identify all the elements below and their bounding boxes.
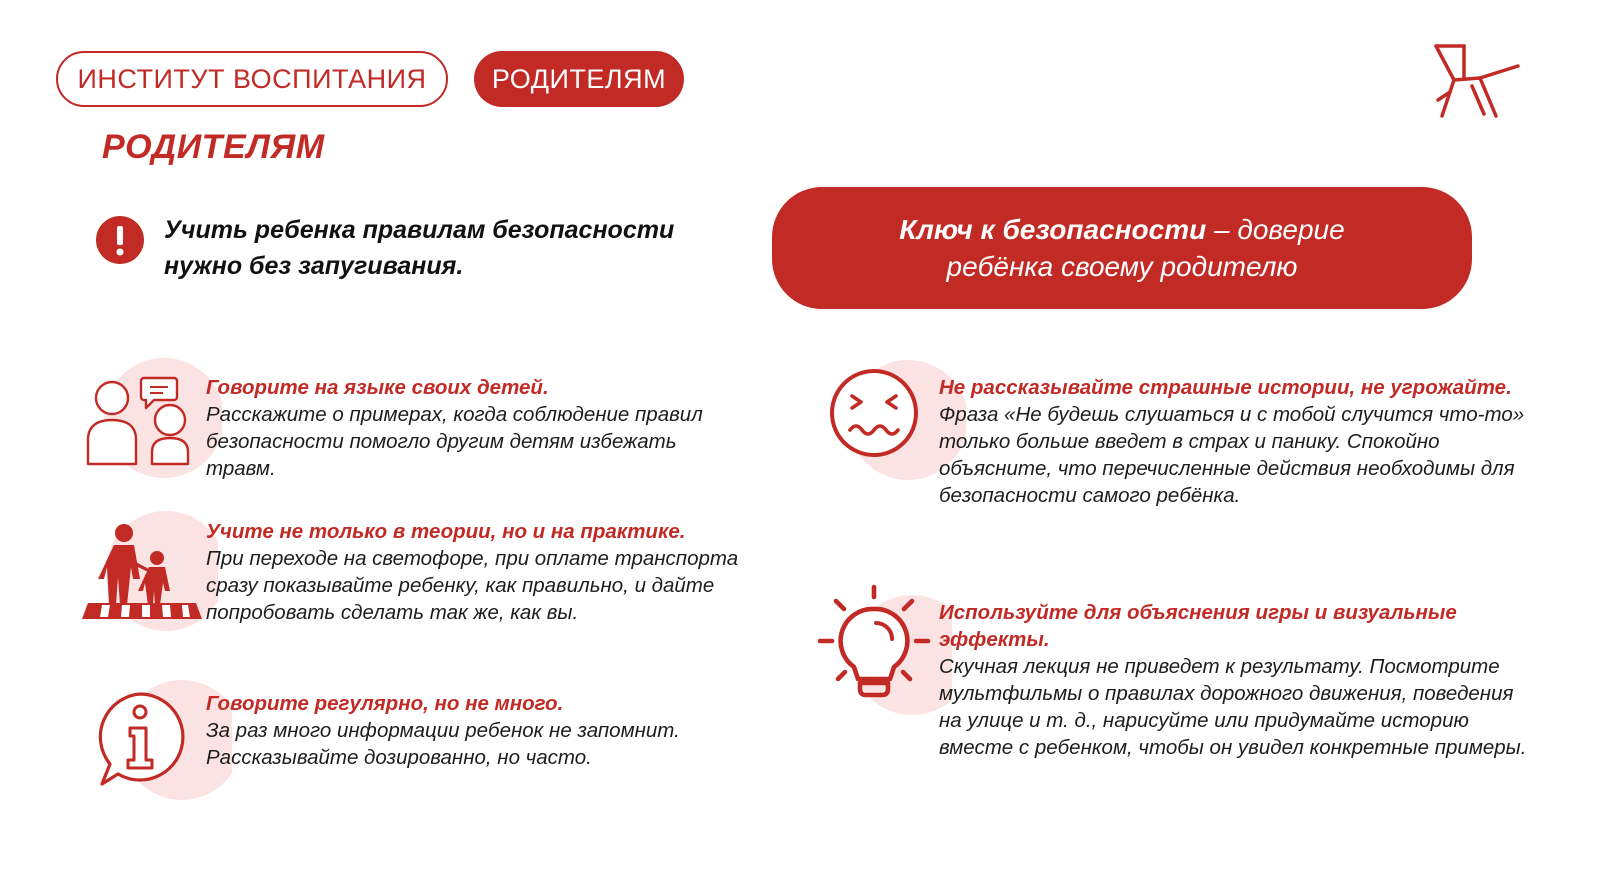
tip-body: Расскажите о примерах, когда соблюдение правил безопасности помогло другим детям избежать травм. [206, 403, 703, 480]
tip-practice [206, 518, 746, 626]
exclamation-icon [95, 215, 145, 265]
tip-regular [206, 690, 746, 771]
warning-text [164, 212, 744, 284]
key-banner-rest: – доверие ребёнка своему родителю [946, 214, 1345, 282]
key-banner-bold: Ключ к безопасности [899, 214, 1207, 245]
section-tag-parents[interactable]: РОДИТЕЛЯМ [474, 51, 684, 107]
parent-child-talk-icon [82, 356, 222, 496]
page-title: РОДИТЕЛЯМ [102, 128, 325, 166]
tip-title: Используйте для объяснения игры и визуальные эффекты. [939, 601, 1457, 651]
tip-talk-language [206, 374, 746, 482]
crosswalk-icon [78, 509, 218, 649]
tip-body: При переходе на светофоре, при оплате транспорта сразу показывайте ребенку, как правильно, и дайте попробовать сделать так же, как вы. [206, 547, 739, 624]
tip-games-visuals [939, 599, 1539, 761]
lightbulb-icon [812, 583, 952, 723]
tip-body: За раз много информации ребенок не запомнит. Рассказывайте дозированно, но часто. [206, 719, 680, 769]
tip-title: Говорите регулярно, но не много. [206, 692, 564, 715]
tip-title: Не рассказывайте страшные истории, не угрожайте. [939, 376, 1512, 399]
institute-tag[interactable]: ИНСТИТУТ ВОСПИТАНИЯ [56, 51, 448, 107]
warning-line-1: Учить ребенка правилам безопасности [164, 216, 675, 244]
tip-body: Фраза «Не будешь слушаться и с тобой случится что-то» только больше введет в страх и панику. Спокойно объясните, что перечисленные действия необходимы для безопасности самого ребёнка. [939, 403, 1525, 507]
tip-body: Скучная лекция не приведет к результату. Посмотрите мультфильмы о правилах дорожного движения, поведения на улице и т. д., нарисуйте или придумайте историю вместе с ребенком, чтобы он увидел конкретные примеры. [939, 655, 1527, 759]
tip-title: Учите не только в теории, но и на практике. [206, 520, 686, 543]
logo-icon [1424, 40, 1528, 124]
warning-line-2: нужно без запугивания. [164, 252, 464, 280]
tip-title: Говорите на языке своих детей. [206, 376, 549, 399]
key-banner [772, 187, 1472, 309]
tip-no-scary-stories [939, 374, 1539, 509]
